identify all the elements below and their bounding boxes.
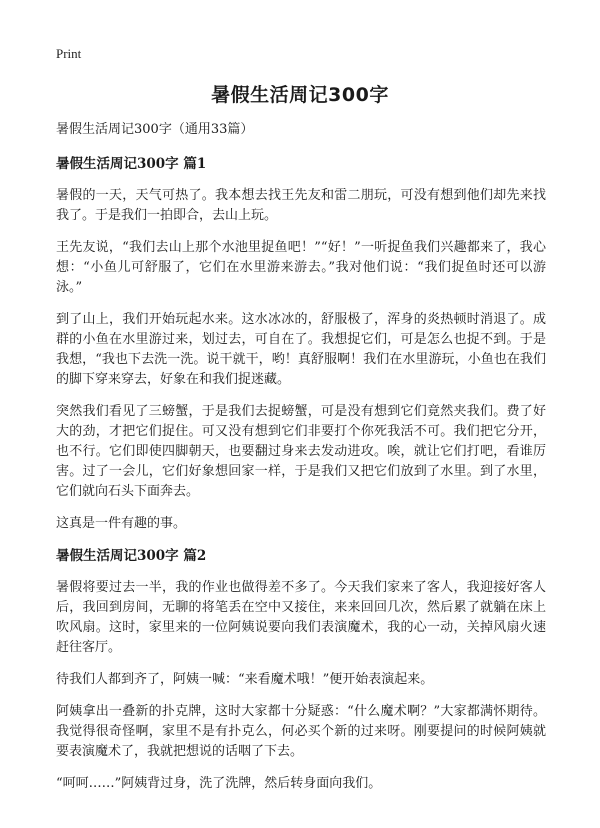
paragraph: 到了山上，我们开始玩起水来。这水冰冰的，舒服极了，浑身的炎热顿时消退了。成群的小鱼在水里游过来，划过去，可自在了。我想捉它们，可是怎么也捉不到。于是我想，“我也下去洗一洗。说干就干，哟！真舒服啊！我们在水里游玩，小鱼也在我们的脚下穿来穿去，好象在和我们捉迷藏。	[56, 312, 546, 387]
page-title: 暑假生活周记300字	[211, 84, 389, 106]
section-heading: 暑假生活周记300字 篇1	[56, 156, 207, 172]
paragraph: 这真是一件有趣的事。	[56, 516, 187, 531]
paragraph: 暑假的一天，天气可热了。我本想去找王先友和雷二朋玩，可没有想到他们却先来找我了。于是我们一拍即合，去山上玩。	[56, 188, 546, 223]
section-2	[56, 546, 546, 794]
paragraph: 阿姨拿出一叠新的扑克牌，这时大家都十分疑惑：“什么魔术啊？”大家都满怀期待。我觉得很奇怪啊，家里不是有扑克么，何必买个新的过来呀。刚要提问的时候阿姨就要表演魔术了，我就把想说的话咽了下去。	[56, 704, 546, 759]
paragraph: 突然我们看见了三螃蟹，于是我们去捉螃蟹，可是没有想到它们竟然夹我们。费了好大的劲，才把它们捉住。可又没有想到它们非要打个你死我活不可。我们把它分开，也不行。它们即使四脚朝天，也要翻过身来去发动进攻。唉，就让它们打吧，看谁厉害。过了一会儿，它们好象想回家一样，于是我们又把它们放到了水里。到了水里，它们就向石头下面奔去。	[56, 404, 546, 499]
article-body	[56, 120, 546, 806]
section-heading: 暑假生活周记300字 篇2	[56, 548, 207, 564]
article-subtitle: 暑假生活周记300字（通用33篇）	[56, 122, 254, 137]
paragraph: 待我们人都到齐了，阿姨一喊：“来看魔术哦！”便开始表演起来。	[56, 672, 434, 687]
paragraph: “呵呵……”阿姨背过身，洗了洗牌，然后转身面向我们。	[56, 776, 382, 791]
paragraph: 王先友说，“我们去山上那个水池里捉鱼吧！”“好！”一听捉鱼我们兴趣都来了，我心想：“小鱼儿可舒服了，它们在水里游来游去。”我对他们说：“我们捉鱼时还可以游泳。”	[56, 240, 546, 295]
print-link[interactable]: Print	[56, 46, 82, 61]
section-1	[56, 154, 546, 534]
paragraph: 暑假将要过去一半，我的作业也做得差不多了。今天我们家来了客人，我迎接好客人后，我回到房间，无聊的将笔丢在空中又接住，来来回回几次，然后累了就躺在床上吹风扇。这时，家里来的一位阿姨说要向我们表演魔术，我的心一动，关掉风扇火速赶往客厅。	[56, 580, 546, 655]
